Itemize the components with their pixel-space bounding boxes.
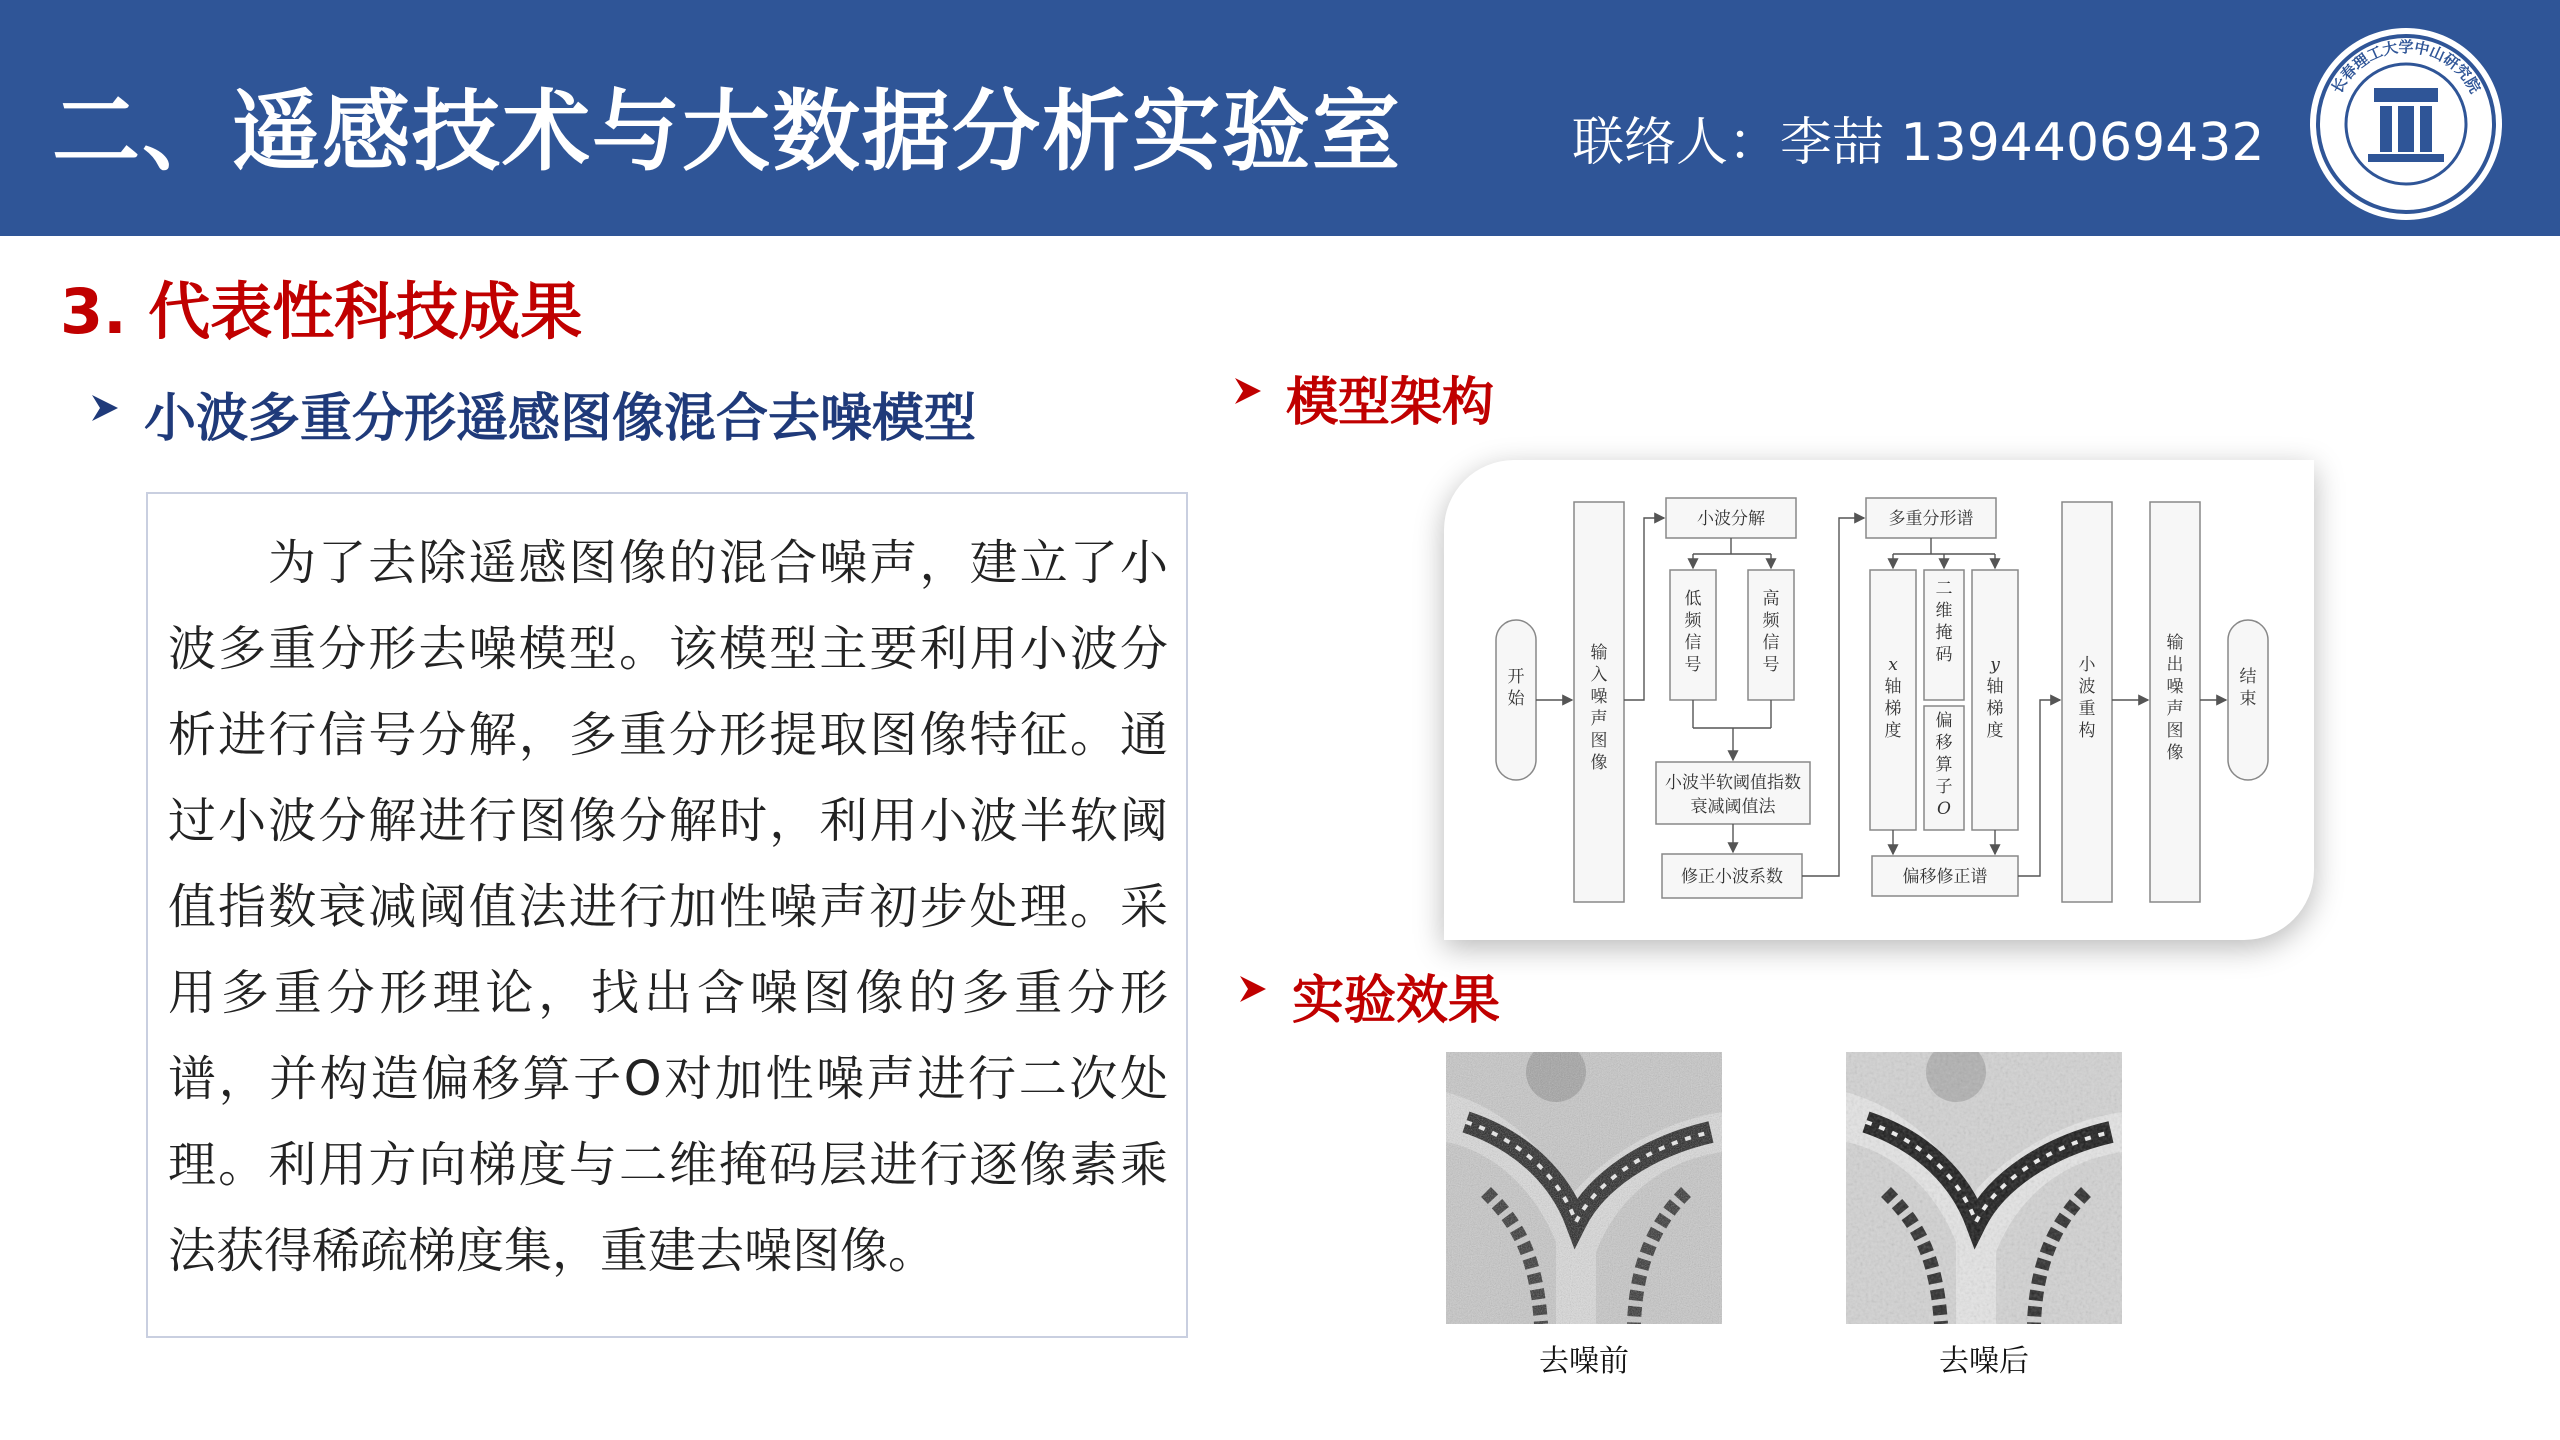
contact-info: 联络人：李喆 13944069432 [1572, 113, 2265, 173]
model-architecture-diagram [1444, 460, 2314, 940]
fc-end-label: 结束 [2239, 667, 2257, 709]
before-denoise-caption: 去噪前 [1539, 1344, 1629, 1379]
fc-high-freq-label: 高频信号 [1762, 589, 1780, 675]
section-title: 3. 代表性科技成果 [60, 275, 583, 348]
fc-wavelet-decomp-label: 小波分解 [1697, 509, 1765, 529]
fc-threshold-line2: 衰减阈值法 [1690, 797, 1776, 817]
subheading-model-title: 小波多重分形遥感图像混合去噪模型 [144, 389, 977, 449]
arrow-bullet-icon [90, 393, 120, 423]
arrow-bullet-icon [1238, 974, 1268, 1004]
fc-input-label: 输入噪声图像 [1590, 643, 1608, 773]
fc-offset-op-label: 偏移算子 O [1935, 711, 1953, 819]
header-bar [0, 0, 2560, 236]
fc-reconstruct-label: 小波重构 [2078, 655, 2096, 741]
fc-y-grad-label: y 轴梯度 [1986, 655, 2004, 741]
fc-offset-fix-label: 偏移修正谱 [1902, 867, 1988, 887]
denoised-image [1846, 1052, 2122, 1324]
fc-output-label: 输出噪声图像 [2166, 633, 2184, 763]
fc-threshold-line1: 小波半软阈值指数 [1665, 773, 1801, 793]
fc-multifractal-label: 多重分形谱 [1888, 509, 1974, 529]
university-logo [2308, 26, 2504, 222]
description-box [146, 492, 1188, 1338]
arrow-bullet-icon [1233, 376, 1263, 406]
model-architecture-heading: 模型架构 [1286, 373, 1495, 433]
noisy-image [1446, 1052, 1722, 1324]
description-text: 为了去除遥感图像的混合噪声，建立了小波多重分形去噪模型。该模型主要利用小波分析进行信号分解，多重分形提取图像特征。通过小波分解进行图像分解时，利用小波半软阈值指数衰减阈值法进行加性噪声初步处理。采用多重分形理论，找出含噪图像的多重分形谱，并构造偏移算子O对加性噪声进行二次处理。利用方向梯度与二维掩码层进行逐像素乘法获得稀疏梯度集，重建去噪图像。 [168, 535, 1168, 1279]
after-denoise-caption: 去噪后 [1939, 1344, 2029, 1379]
fc-fix-coeff-label: 修正小波系数 [1681, 867, 1783, 887]
fc-start-label: 开始 [1507, 667, 1525, 709]
logo-text: 长春理工大学中山研究院 [2327, 38, 2485, 97]
page-title: 二、遥感技术与大数据分析实验室 [52, 80, 1403, 183]
fc-mask-label: 二维掩码 [1935, 579, 1953, 665]
experiment-results-heading: 实验效果 [1292, 971, 1501, 1031]
fc-x-grad-label: x 轴梯度 [1884, 655, 1902, 741]
fc-low-freq-label: 低频信号 [1684, 589, 1702, 675]
